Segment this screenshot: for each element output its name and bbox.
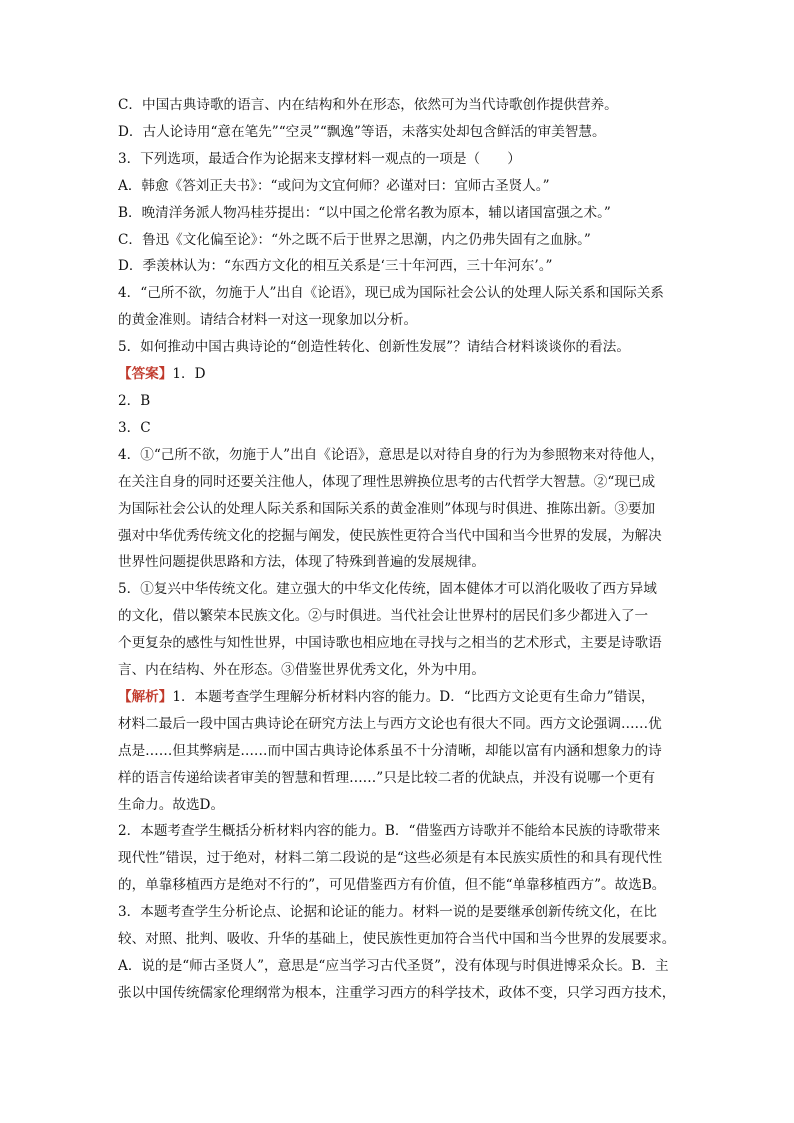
- text-line: 2．本题考查学生概括分析材料内容的能力。B．“借鉴西方诗歌并不能给本民族的诗歌带来: [118, 823, 661, 840]
- text-line: 为国际社会公认的处理人际关系和国际关系的黄金准则”体现与时俱进、推陈出新。③要加: [118, 500, 656, 517]
- text-line: 生命力。故选D。: [118, 796, 225, 813]
- text-line: 的文化，借以繁荣本民族文化。②与时俱进。当代社会让世界村的居民们多少都进入了一: [118, 608, 649, 625]
- text-line: 张以中国传统儒家伦理纲常为根本，注重学习西方的科学技术，政体不变，只学习西方技术，: [118, 984, 676, 1001]
- text-line: 材料二最后一段中国古典诗论在研究方法上与西方文论也有很大不同。西方文论强调……优: [118, 715, 662, 732]
- analysis-line: [118, 684, 676, 711]
- text-line: D．古人论诗用“意在笔先”“空灵”“飘逸”等语，未落实处却包含鲜活的审美智慧。: [118, 123, 606, 140]
- text-line: 3．C: [118, 419, 151, 436]
- analysis-label: 【解析】: [118, 688, 173, 705]
- answer-text: 1．D: [172, 366, 206, 383]
- text-line: 言、内在结构、外在形态。③借鉴世界优秀文化，外为中用。: [118, 662, 486, 679]
- text-line: 样的语言传递给读者审美的智慧和哲理……”只是比较二者的优缺点，并没有说哪一个更有: [118, 769, 656, 786]
- text-line: 在关注自身的同时还要关注他人，体现了理性思辨换位思考的古代哲学大智慧。②“现已成: [118, 473, 656, 490]
- text-line: 强对中华优秀传统文化的挖掘与阐发，使民族性更符合当代中国和当今世界的发展，为解决: [118, 527, 662, 544]
- text-line: 较、对照、批判、吸收、升华的基础上，使民族性更加符合当代中国和当今世界的发展要求。: [118, 931, 676, 948]
- text-line: 个更复杂的感性与知性世界，中国诗歌也相应地在寻找与之相当的艺术形式，主要是诗歌语: [118, 635, 662, 652]
- text-line: A．韩愈《答刘正夫书》：“或问为文宜何师？必谨对曰：宜师古圣贤人。”: [118, 177, 550, 194]
- text-line: 现代性”错误，过于绝对，材料二第二段说的是“这些必须是有本民族实质性的和具有现代性: [118, 850, 663, 867]
- text-line: 4．①“己所不欲，勿施于人”出自《论语》，意思是以对待自身的行为为参照物来对待他人，: [118, 446, 664, 463]
- text-line: 3．本题考查学生分析论点、论据和论证的能力。材料一说的是要继承创新传统文化，在比: [118, 904, 657, 921]
- text-line: C．鲁迅《文化偏至论》：“外之既不后于世界之思潮，内之仍弗失固有之血脉。”: [118, 231, 591, 248]
- text-line: 的，单靠移植西方是绝对不行的”，可见借鉴西方有价值，但不能“单靠移植西方”。故选B。: [118, 877, 666, 894]
- text-line: B．晚清洋务派人物冯桂芬提出：“以中国之伦常名教为原本，辅以诸国富强之术。”: [118, 204, 611, 221]
- text-line: 的黄金准则。请结合材料一对这一现象加以分析。: [118, 312, 418, 329]
- text-line: 5．①复兴中华传统文化。建立强大的中华文化传统，固本健体才可以消化吸收了西方异域: [118, 581, 657, 598]
- analysis-text: 1．本题考查学生理解分析材料内容的能力。D．“比西方文论更有生命力”错误，: [172, 688, 655, 705]
- text-line: D．季羡林认为：“东西方文化的相互关系是‘三十年河西，三十年河东’。”: [118, 258, 553, 275]
- text-line: 3．下列选项，最适合作为论据来支撑材料一观点的一项是（ ）: [118, 150, 521, 167]
- text-line: 4．“己所不欲，勿施于人”出自《论语》，现已成为国际社会公认的处理人际关系和国际关系: [118, 285, 664, 302]
- text-line: 世界性问题提供思路和方法，体现了特殊到普遍的发展规律。: [118, 554, 486, 571]
- text-line: 5．如何推动中国古典诗论的“创造性转化、创新性发展”？请结合材料谈谈你的看法。: [118, 339, 630, 356]
- text-line: A．说的是“师古圣贤人”，意思是“应当学习古代圣贤”，没有体现与时俱进博采众长。B．主: [118, 958, 669, 974]
- text-line: C．中国古典诗歌的语言、内在结构和外在形态，依然可为当代诗歌创作提供营养。: [118, 97, 618, 113]
- text-line: 点是……但其弊病是……而中国古典诗论体系虽不十分清晰，却能以富有内涵和想象力的诗: [118, 742, 662, 759]
- answer-label: 【答案】: [118, 366, 173, 383]
- answer-line: [118, 361, 676, 388]
- text-line: 2．B: [118, 392, 151, 409]
